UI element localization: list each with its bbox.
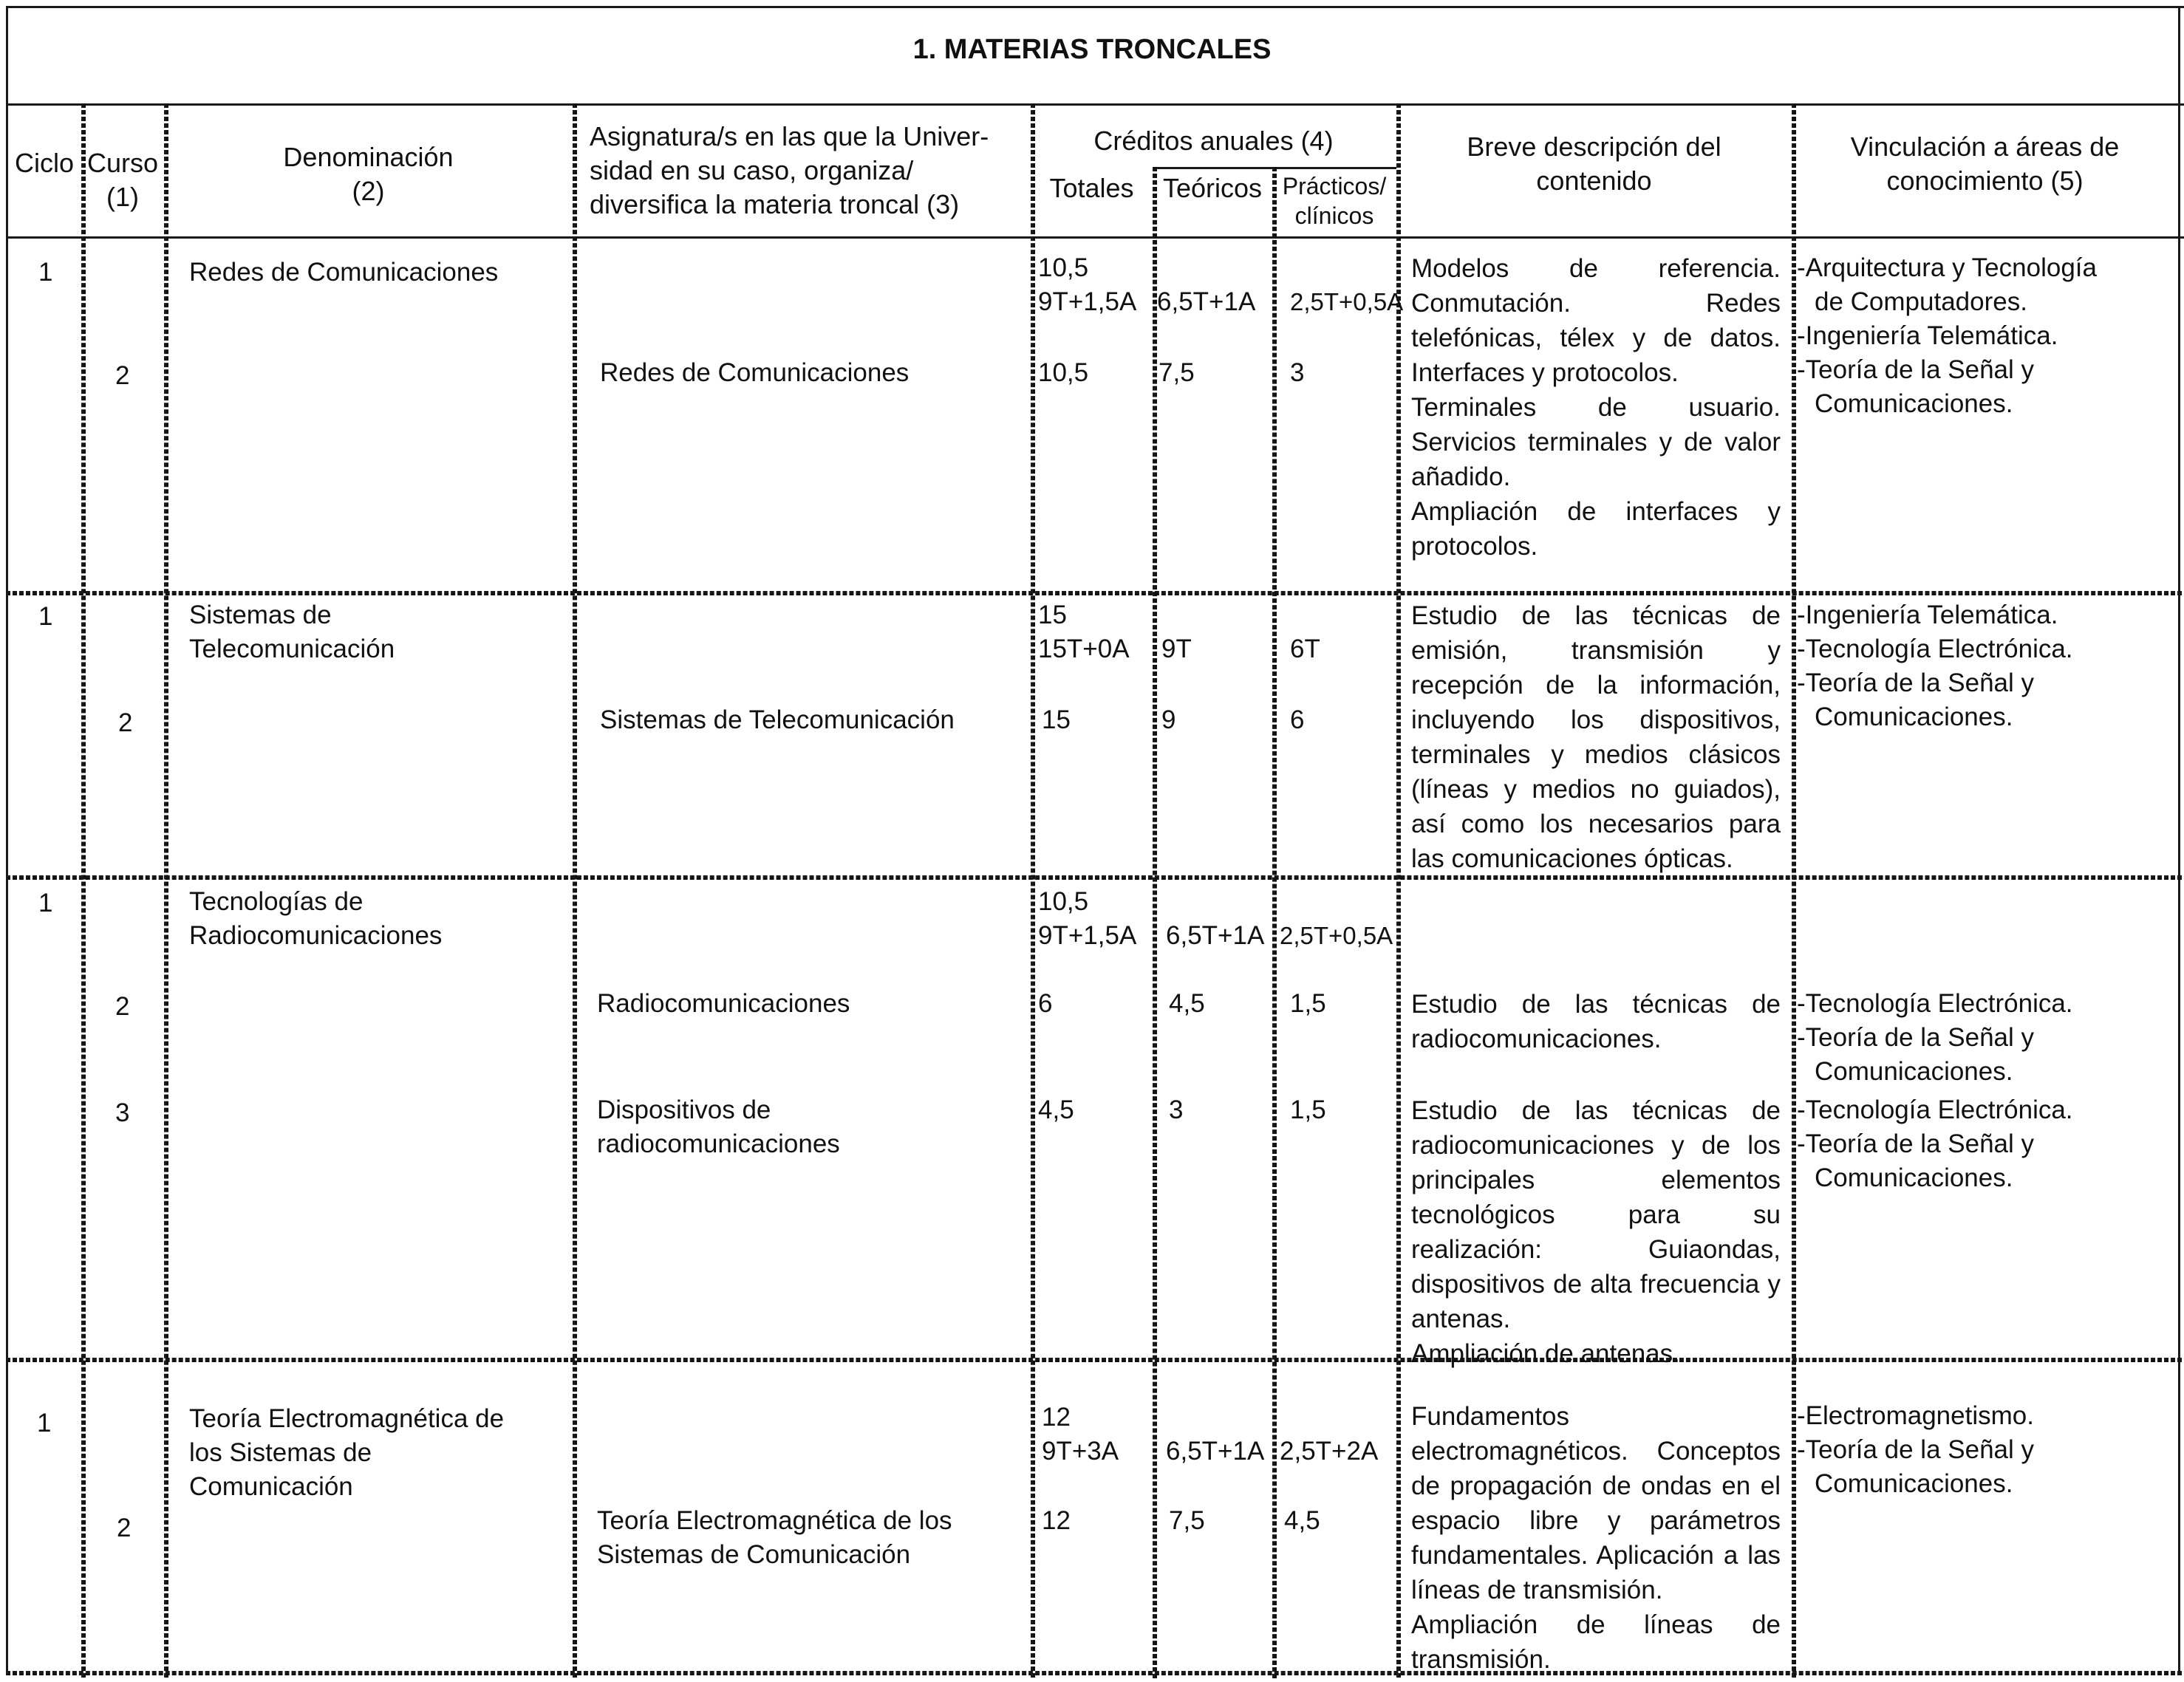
curso-value: 2	[118, 708, 133, 737]
asignatura-practicos: 1,5	[1290, 989, 1326, 1018]
asignatura-teoricos: 7,5	[1158, 358, 1195, 387]
curso-value: 2	[117, 1514, 132, 1542]
descripcion-value: Estudio de las técnicas de radiocomunicaciones y de los principales elementos tecnológicos para su realización: Guiaondas, dispositivos de alta frecuencia y antenas. Ampliación de antenas.	[1411, 1096, 1781, 1368]
descripcion-value: Estudio de las técnicas de emisión, transmisión y recepción de la información, incluyendo los dispositivos, terminales y medios clásicos (líneas y medios no guiados), así como los necesarios para las comunicaciones ópticas.	[1411, 601, 1781, 873]
asignatura-practicos: 3	[1290, 358, 1305, 387]
asignatura-totales: 4,5	[1038, 1095, 1074, 1124]
ciclo-value: 1	[38, 602, 53, 631]
asignatura-teoricos: 3	[1169, 1095, 1184, 1124]
areas-value: -Tecnología Electrónica. -Teoría de la Señal y Comunicaciones.	[1797, 1095, 2073, 1192]
asignatura-teoricos: 9	[1161, 705, 1176, 734]
materia-totales: 10,5 9T+1,5A	[1038, 887, 1137, 950]
asignatura-practicos: 4,5	[1284, 1506, 1320, 1535]
header-practicos: Prácticos/ clínicos	[1282, 173, 1387, 229]
areas-value: -Ingeniería Telemática. -Tecnología Electrónica. -Teoría de la Señal y Comunicaciones.	[1797, 601, 2073, 731]
denominacion-value: Tecnologías de Radiocomunicaciones	[189, 887, 443, 950]
header-descripcion: Breve descripción del contenido	[1467, 131, 1721, 196]
header-asignatura: Asignatura/s en las que la Univer- sidad en su caso, organiza/ diversifica la materia troncal (3)	[590, 121, 989, 219]
areas-value: -Electromagnetismo. -Teoría de la Señal y Comunicaciones.	[1797, 1401, 2035, 1498]
ciclo-value: 1	[38, 258, 53, 287]
materia-teoricos: 9T	[1161, 635, 1192, 663]
asignatura-value: Dispositivos de radiocomunicaciones	[597, 1095, 840, 1158]
header-totales: Totales	[1049, 173, 1134, 203]
curso-value: 2	[115, 992, 130, 1021]
materia-practicos: 2,5T+0,5A	[1290, 288, 1404, 315]
asignatura-teoricos: 4,5	[1169, 989, 1205, 1018]
header-teoricos: Teóricos	[1162, 173, 1263, 203]
materia-teoricos: 6,5T+1A	[1166, 1437, 1265, 1466]
asignatura-practicos: 6	[1290, 705, 1305, 734]
areas-value: -Tecnología Electrónica. -Teoría de la Señal y Comunicaciones.	[1797, 989, 2073, 1086]
descripcion-value: Estudio de las técnicas de radiocomunicaciones.	[1411, 990, 1781, 1053]
materia-practicos: 6T	[1290, 635, 1320, 663]
asignatura-totales: 12	[1042, 1506, 1071, 1535]
descripcion-value: Modelos de referencia. Conmutación. Redes telefónicas, télex y de datos. Interfaces y protocolos. Terminales de usuario. Servicios terminales y de valor añadido. Ampliación de interfaces y protocolos.	[1411, 254, 1781, 561]
asignatura-value: Teoría Electromagnética de los Sistemas de Comunicación	[597, 1506, 952, 1569]
asignatura-teoricos: 7,5	[1169, 1506, 1205, 1535]
header-vinculacion: Vinculación a áreas de conocimiento (5)	[1850, 131, 2120, 196]
materia-totales: 10,5 9T+1,5A	[1038, 253, 1137, 316]
header-ciclo: Ciclo	[14, 148, 74, 178]
asignatura-value: Redes de Comunicaciones	[600, 358, 910, 387]
asignatura-value: Sistemas de Telecomunicación	[600, 705, 955, 734]
areas-value: -Arquitectura y Tecnología de Computadores. -Ingeniería Telemática. -Teoría de la Señal y Comunicaciones.	[1797, 253, 2097, 418]
header-curso: Curso (1)	[86, 148, 159, 212]
denominacion-value: Sistemas de Telecomunicación	[189, 601, 395, 663]
materia-practicos: 2,5T+2A	[1280, 1437, 1379, 1466]
materia-practicos: 2,5T+0,5A	[1280, 922, 1393, 949]
materia-totales: 12 9T+3A	[1042, 1403, 1119, 1466]
asignatura-totales: 6	[1038, 989, 1053, 1018]
materia-teoricos: 6,5T+1A	[1157, 287, 1256, 316]
curso-value: 3	[115, 1098, 130, 1127]
asignatura-totales: 15	[1042, 705, 1071, 734]
asignatura-totales: 10,5	[1038, 358, 1089, 387]
ciclo-value: 1	[37, 1409, 52, 1437]
ciclo-value: 1	[38, 889, 53, 917]
denominacion-value: Teoría Electromagnética de los Sistemas de Comunicación	[189, 1404, 505, 1501]
asignatura-value: Radiocomunicaciones	[597, 989, 850, 1018]
asignatura-practicos: 1,5	[1290, 1095, 1326, 1124]
materia-totales: 15 15T+0A	[1038, 601, 1130, 663]
header-denominacion: Denominación (2)	[283, 142, 454, 206]
descripcion-value: Fundamentos electromagnéticos. Conceptos de propagación de ondas en el espacio libre y parámetros fundamentales. Aplicación a las líneas de transmisión. Ampliación de líneas de transmisión.	[1411, 1402, 1781, 1674]
denominacion-value: Redes de Comunicaciones	[189, 258, 499, 287]
header-creditos: Créditos anuales (4)	[1093, 126, 1334, 156]
table-title: 1. MATERIAS TRONCALES	[912, 34, 1272, 65]
curso-value: 2	[115, 361, 130, 390]
materia-teoricos: 6,5T+1A	[1166, 921, 1265, 950]
